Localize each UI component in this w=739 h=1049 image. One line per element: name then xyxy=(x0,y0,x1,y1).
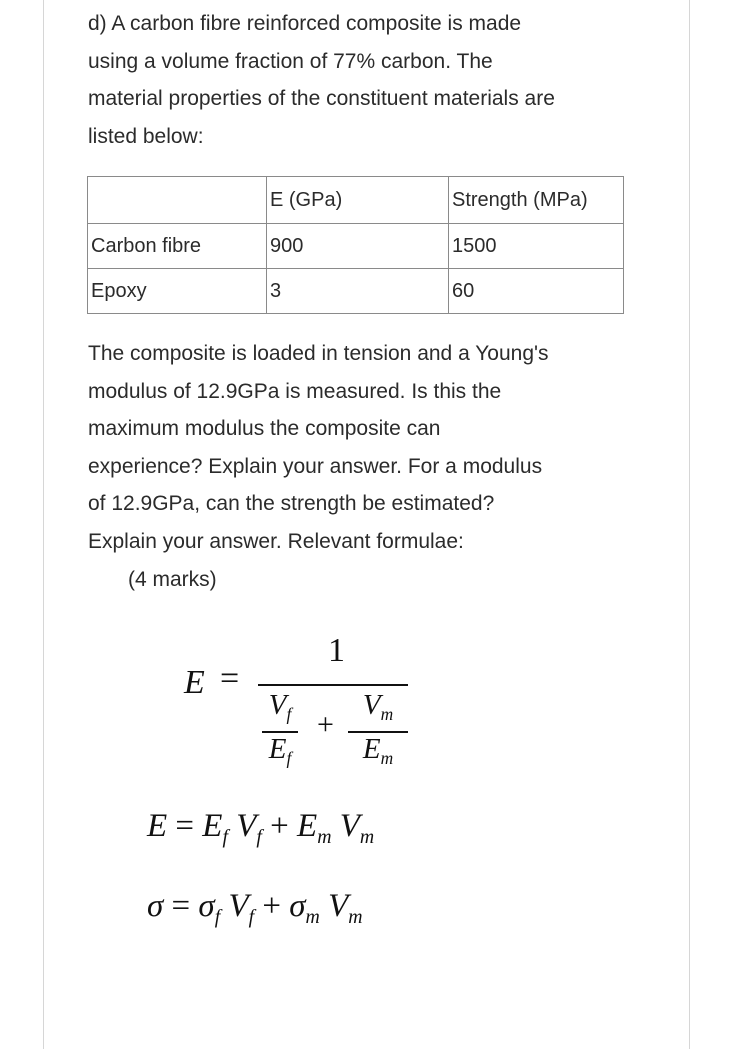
question-body xyxy=(88,335,658,560)
right-border xyxy=(689,0,690,1049)
question-line: The composite is loaded in tension and a Young's xyxy=(88,342,549,365)
question-line: Explain your answer. Relevant formulae: xyxy=(88,529,464,553)
table-header-cell: E (GPa) xyxy=(267,177,449,224)
fibre-volume-term: $V_f$ xyxy=(268,689,292,725)
table-header-cell xyxy=(88,177,267,224)
fraction-fibre-term xyxy=(262,690,298,773)
table-cell: Carbon fibre xyxy=(88,224,267,269)
table-cell: 3 xyxy=(267,269,449,314)
table-row xyxy=(88,224,624,269)
table-cell: 900 xyxy=(267,224,449,269)
table-header-row xyxy=(88,177,624,224)
table-cell: 60 xyxy=(449,269,624,314)
left-border xyxy=(43,0,44,1049)
table-cell: Epoxy xyxy=(88,269,267,314)
intro-line: material properties of the constituent materials are xyxy=(88,87,555,110)
question-intro xyxy=(88,5,658,155)
intro-line: listed below: xyxy=(88,124,204,148)
formula-numerator: 1 xyxy=(328,632,345,669)
formula-rule-of-mixtures-modulus: $E = E_f$ $V_f + E_m$ $V_m$ xyxy=(147,808,375,848)
fraction-bar xyxy=(262,731,298,733)
fibre-modulus-term: $E_f$ xyxy=(268,733,292,769)
formula-rule-of-mixtures-strength: $\sigma = \sigma_f$ $V_f + \sigma_m$ $V_m$ xyxy=(147,888,363,928)
matrix-volume-term: $V_m$ xyxy=(362,689,394,725)
formula-plus: + xyxy=(317,708,334,741)
intro-line: using a volume fraction of 77% carbon. The xyxy=(88,49,493,73)
table-header-cell: Strength (MPa) xyxy=(449,177,624,224)
formula-lhs: E xyxy=(184,664,205,701)
table-row xyxy=(88,269,624,314)
question-line: of 12.9GPa, can the strength be estimated? xyxy=(88,492,495,515)
intro-line: d) A carbon fibre reinforced composite is made xyxy=(88,12,522,35)
question-line: experience? Explain your answer. For a modulus xyxy=(88,454,543,478)
question-line: maximum modulus the composite can xyxy=(88,417,441,440)
fraction-matrix-term xyxy=(348,690,408,773)
material-properties-table xyxy=(87,176,624,314)
marks-label: (4 marks) xyxy=(128,568,217,591)
matrix-modulus-term: $E_m$ xyxy=(362,733,394,769)
question-line: modulus of 12.9GPa is measured. Is this the xyxy=(88,379,502,403)
table-cell: 1500 xyxy=(449,224,624,269)
fraction-bar xyxy=(348,731,408,733)
fraction-bar xyxy=(258,684,408,686)
formula-equals: = xyxy=(220,660,240,697)
